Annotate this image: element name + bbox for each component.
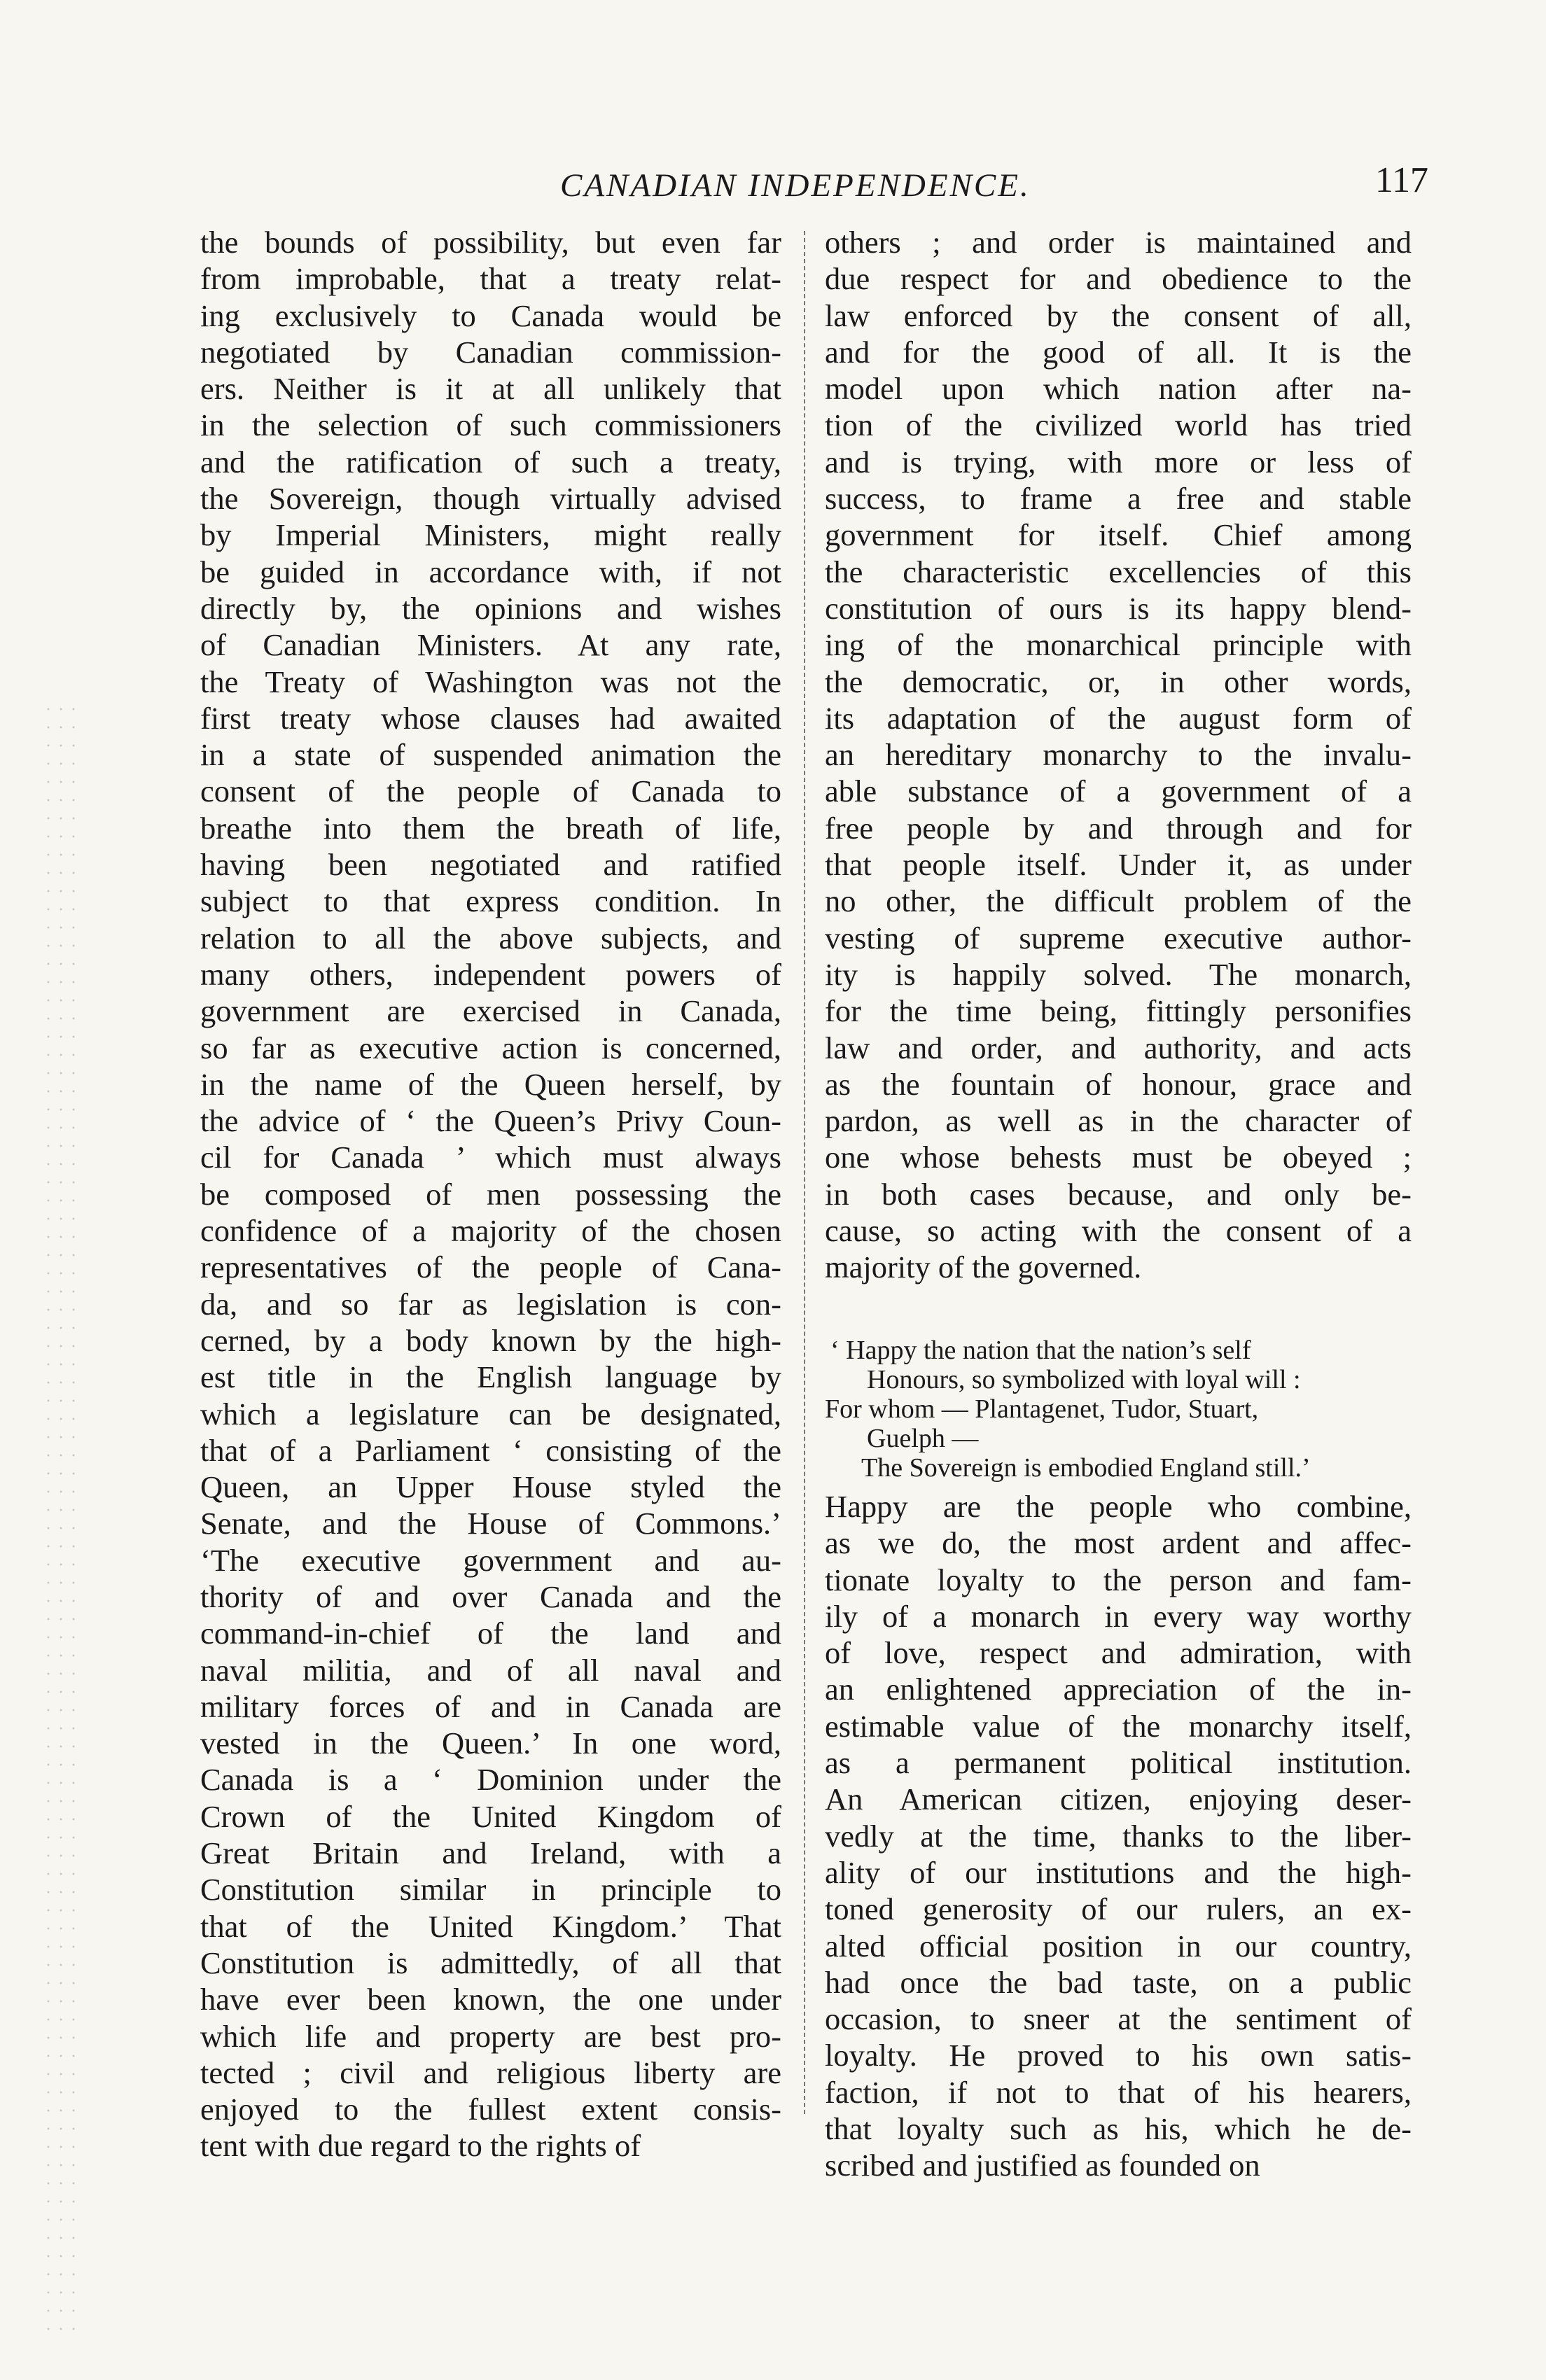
text-line: no other, the difficult problem of the <box>825 883 1412 919</box>
text-line: the Sovereign, though virtually advised <box>200 481 781 517</box>
text-line: subject to that express condition. In <box>200 883 781 919</box>
text-line: consent of the people of Canada to <box>200 774 781 809</box>
text-line: due respect for and obedience to the <box>825 261 1412 297</box>
text-line: confidence of a majority of the chosen <box>200 1213 781 1249</box>
text-line: of love, respect and admiration, with <box>825 1635 1412 1671</box>
text-line: be guided in accordance with, if not <box>200 554 781 589</box>
text-line: tent with due regard to the rights of <box>200 2128 641 2164</box>
text-line: representatives of the people of Cana- <box>200 1250 781 1285</box>
text-line: for the time being, fittingly personifies <box>825 993 1412 1029</box>
text-line: first treaty whose clauses had awaited <box>200 700 781 736</box>
text-line: An American citizen, enjoying deser- <box>825 1782 1412 1817</box>
text-line: free people by and through and for <box>825 810 1412 846</box>
text-line: ality of our institutions and the high- <box>825 1854 1412 1890</box>
verse-line: For whom — Plantagenet, Tudor, Stuart, <box>825 1394 1259 1424</box>
text-line: tion of the civilized world has tried <box>825 407 1412 443</box>
text-line: the Treaty of Washington was not the <box>200 664 781 699</box>
text-line: the democratic, or, in other words, <box>825 664 1412 699</box>
text-line: law and order, and authority, and acts <box>825 1030 1412 1065</box>
text-line: and is trying, with more or less of <box>825 444 1412 479</box>
text-line: ily of a monarch in every way worthy <box>825 1598 1412 1634</box>
text-line: Great Britain and Ireland, with a <box>200 1835 781 1871</box>
text-line: da, and so far as legislation is con- <box>200 1286 781 1322</box>
text-line: the bounds of possibility, but even far <box>200 225 781 260</box>
text-line: as a permanent political institution. <box>825 1745 1412 1781</box>
text-line: cause, so acting with the consent of a <box>825 1213 1412 1249</box>
text-line: loyalty. He proved to his own satis- <box>825 2038 1412 2073</box>
text-line: that loyalty such as his, which he de- <box>825 2111 1412 2147</box>
text-line: military forces of and in Canada are <box>200 1688 781 1724</box>
text-line: Queen, an Upper House styled the <box>200 1469 781 1505</box>
text-line: that of the United Kingdom.’ That <box>200 1908 781 1944</box>
text-line: and the ratification of such a treaty, <box>200 444 781 479</box>
text-line: occasion, to sneer at the sentiment of <box>825 2001 1412 2037</box>
text-line: the advice of ‘ the Queen’s Privy Coun- <box>200 1103 781 1139</box>
text-line: ers. Neither is it at all unlikely that <box>200 371 781 407</box>
text-line: the characteristic excellencies of this <box>825 554 1412 589</box>
text-line: majority of the governed. <box>825 1250 1142 1285</box>
margin-scan-marks <box>42 700 84 2345</box>
running-head: CANADIAN INDEPENDENCE. <box>560 167 1031 204</box>
text-line: breathe into them the breath of life, <box>200 810 781 846</box>
text-line: which a legislature can be designated, <box>200 1396 781 1432</box>
text-line: naval militia, and of all naval and <box>200 1652 781 1688</box>
text-line: which life and property are best pro- <box>200 2018 781 2054</box>
text-line: ‘The executive government and au- <box>200 1542 781 1578</box>
text-line: by Imperial Ministers, might really <box>200 517 781 553</box>
text-line: one whose behests must be obeyed ; <box>825 1140 1412 1175</box>
text-line: able substance of a government of a <box>825 774 1412 809</box>
text-line: many others, independent powers of <box>200 956 781 992</box>
text-line: constitution of ours is its happy blend- <box>825 590 1412 626</box>
verse-quotation <box>825 1336 1412 1483</box>
text-line: tionate loyalty to the person and fam- <box>825 1562 1412 1597</box>
text-line: and for the good of all. It is the <box>825 334 1412 370</box>
text-line: toned generosity of our rulers, an ex- <box>825 1891 1412 1927</box>
text-line: law enforced by the consent of all, <box>825 298 1412 333</box>
text-line: ing of the monarchical principle with <box>825 627 1412 663</box>
text-line: in both cases because, and only be- <box>825 1176 1412 1212</box>
right-column-top <box>825 224 1412 1286</box>
text-line: vedly at the time, thanks to the liber- <box>825 1818 1412 1854</box>
text-line: from improbable, that a treaty relat- <box>200 261 781 297</box>
text-line: estimable value of the monarchy itself, <box>825 1708 1412 1744</box>
page-number: 117 <box>1374 160 1428 200</box>
text-line: so far as executive action is concerned, <box>200 1030 781 1065</box>
text-line: of Canadian Ministers. At any rate, <box>200 627 781 663</box>
text-line: as we do, the most ardent and affec- <box>825 1525 1412 1561</box>
left-column <box>200 224 781 2164</box>
text-line: faction, if not to that of his hearers, <box>825 2074 1412 2110</box>
text-line: Constitution similar in principle to <box>200 1872 781 1907</box>
text-line: an enlightened appreciation of the in- <box>825 1672 1412 1707</box>
text-line: negotiated by Canadian commission- <box>200 334 781 370</box>
text-line: an hereditary monarchy to the invalu- <box>825 737 1412 773</box>
text-line: alted official position in our country, <box>825 1928 1412 1963</box>
text-line: scribed and justified as founded on <box>825 2148 1260 2183</box>
text-line: that of a Parliament ‘ consisting of the <box>200 1432 781 1468</box>
text-line: Happy are the people who combine, <box>825 1489 1412 1524</box>
text-line: est title in the English language by <box>200 1359 781 1395</box>
right-column-bottom <box>825 1488 1412 2184</box>
text-line: vesting of supreme executive author- <box>825 920 1412 955</box>
text-line: relation to all the above subjects, and <box>200 920 781 955</box>
text-line: having been negotiated and ratified <box>200 847 781 883</box>
text-line: Crown of the United Kingdom of <box>200 1798 781 1834</box>
text-line: Senate, and the House of Commons.’ <box>200 1506 781 1541</box>
text-line: in the selection of such commissioners <box>200 407 781 443</box>
text-line: have ever been known, the one under <box>200 1982 781 2017</box>
text-line: in the name of the Queen herself, by <box>200 1066 781 1102</box>
verse-line: ‘ Happy the nation that the nation’s self <box>830 1336 1251 1365</box>
verse-line: Honours, so symbolized with loyal will : <box>867 1365 1301 1394</box>
text-line: ity is happily solved. The monarch, <box>825 956 1412 992</box>
text-line: Canada is a ‘ Dominion under the <box>200 1762 781 1798</box>
text-line: Constitution is admittedly, of all that <box>200 1945 781 1980</box>
text-line: as the fountain of honour, grace and <box>825 1066 1412 1102</box>
text-line: government are exercised in Canada, <box>200 993 781 1029</box>
text-line: command-in-chief of the land and <box>200 1616 781 1651</box>
text-line: enjoyed to the fullest extent consis- <box>200 2092 781 2127</box>
text-line: in a state of suspended animation the <box>200 737 781 773</box>
text-line: government for itself. Chief among <box>825 517 1412 553</box>
text-line: its adaptation of the august form of <box>825 700 1412 736</box>
text-line: model upon which nation after na- <box>825 371 1412 407</box>
text-line: cerned, by a body known by the high- <box>200 1322 781 1358</box>
text-line: that people itself. Under it, as under <box>825 847 1412 883</box>
column-divider <box>804 231 805 2114</box>
text-line: vested in the Queen.’ In one word, <box>200 1726 781 1761</box>
text-line: cil for Canada ’ which must always <box>200 1140 781 1175</box>
text-line: thority of and over Canada and the <box>200 1578 781 1614</box>
text-line: success, to frame a free and stable <box>825 481 1412 517</box>
text-line: tected ; civil and religious liberty are <box>200 2054 781 2090</box>
verse-line: The Sovereign is embodied England still.’ <box>861 1453 1311 1483</box>
text-line: others ; and order is maintained and <box>825 225 1412 260</box>
verse-line: Guelph — <box>867 1424 979 1453</box>
text-line: ing exclusively to Canada would be <box>200 298 781 333</box>
text-line: directly by, the opinions and wishes <box>200 590 781 626</box>
text-line: had once the bad taste, on a public <box>825 1964 1412 2000</box>
text-line: pardon, as well as in the character of <box>825 1103 1412 1139</box>
text-line: be composed of men possessing the <box>200 1176 781 1212</box>
